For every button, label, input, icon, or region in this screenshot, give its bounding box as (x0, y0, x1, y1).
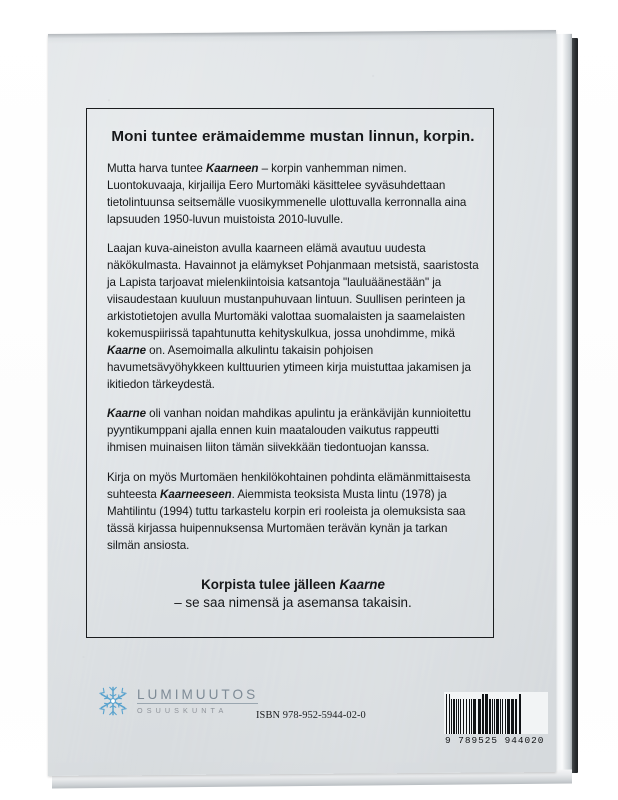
barcode-bar (521, 694, 522, 734)
barcode (444, 692, 548, 746)
book-object (48, 32, 572, 777)
publisher-logo (98, 686, 258, 716)
blurb-frame (86, 108, 494, 638)
publisher-name: LUMIMUUTOS (137, 688, 258, 705)
publisher-wordmark (137, 688, 258, 715)
cover-top-sheen (48, 30, 556, 44)
snowflake-icon (98, 686, 128, 716)
text-run: Laajan kuva-aineiston avulla kaarneen elämä avautuu uudesta näkökulmasta. Havainnot ja elämykset Pohjanmaan metsistä, saaristosta ja Lapista tarjoavat mielenkiintoisia katsantoja "lauluäänestään" ja viisaudestaan kuuluun mustanpuhuvaan lintuun. Suullisen perinteen ja arkistotietojen avulla Murtomäki valottaa suomalaisten ja saamelaisten kokemuspiirissä tapahtunutta kehityskulkua, jossa unohdimme, mikä (107, 242, 479, 341)
text-run: . Aiemmista teoksista Musta lintu (1978) ja Mahtilintu (1994) tuttu tarkastelu korpin eri rooleista ja olemuksista saa tässä kirjassa huipennuksensa Murtomäen terävän kynän ja tarkan silmän ansiosta. (107, 487, 466, 552)
blurb-paragraph-3 (107, 405, 479, 456)
barcode-bars (444, 692, 548, 734)
blurb-paragraph-1 (107, 160, 479, 228)
text-run: – korpin vanhemman nimen. Luontokuvaaja, kirjailija Eero Murtomäki käsittelee syväsuhdettaan tietolintuunsa seitsemälle vuosikymmenelle ulottuvalla kerronnalla aina lapsuuden 1950-luvun muistoista 2010-luvulle. (107, 162, 467, 227)
blurb-closing (107, 576, 479, 613)
blurb-text-block (107, 123, 479, 613)
text-run: Kirja on myös Murtomäen henkilökohtainen pohdinta elämänmittaisesta suhteesta (107, 470, 471, 501)
blurb-closing-prefix: Korpista tulee jälleen (201, 576, 340, 592)
text-run: oli vanhan noidan mahdikas apulintu ja eränkävijän kunnioitettu pyyntikumppani ajalla ennen kuin maatalouden vaikutus rappeutti ihmisen muinaisen liiton tämän siivekkään tiedontuojan kanssa. (107, 407, 471, 455)
emphasis-term: Kaarne (107, 407, 147, 421)
blurb-closing-emphasis: Kaarne (339, 576, 385, 592)
barcode-digits: 9 789525 944020 (445, 735, 545, 746)
blurb-closing-line-2: – se saa nimensä ja asemansa takaisin. (174, 595, 412, 611)
blurb-paragraph-2 (107, 240, 479, 393)
publisher-subtitle: OSUUSKUNTA (137, 706, 228, 716)
emphasis-term: Kaarneeseen (160, 487, 232, 501)
blurb-closing-line-1 (107, 576, 479, 595)
isbn-text: ISBN 978-952-5944-02-0 (256, 710, 366, 721)
emphasis-term: Kaarneen (205, 162, 259, 175)
text-run: Mutta harva tuntee (107, 162, 206, 175)
blurb-paragraph-4 (107, 469, 479, 554)
text-run: on. Asemoimalla alkulintu takaisin pohjoisen havumetsävyöhykkeen kulttuurien ytimeen kirja muistuttaa jakamisen ja ikitiedon tärkeydestä. (107, 344, 471, 392)
emphasis-term: Kaarne (107, 344, 147, 358)
blurb-headline: Moni tuntee erämaidemme mustan linnun, korpin. (111, 128, 475, 145)
